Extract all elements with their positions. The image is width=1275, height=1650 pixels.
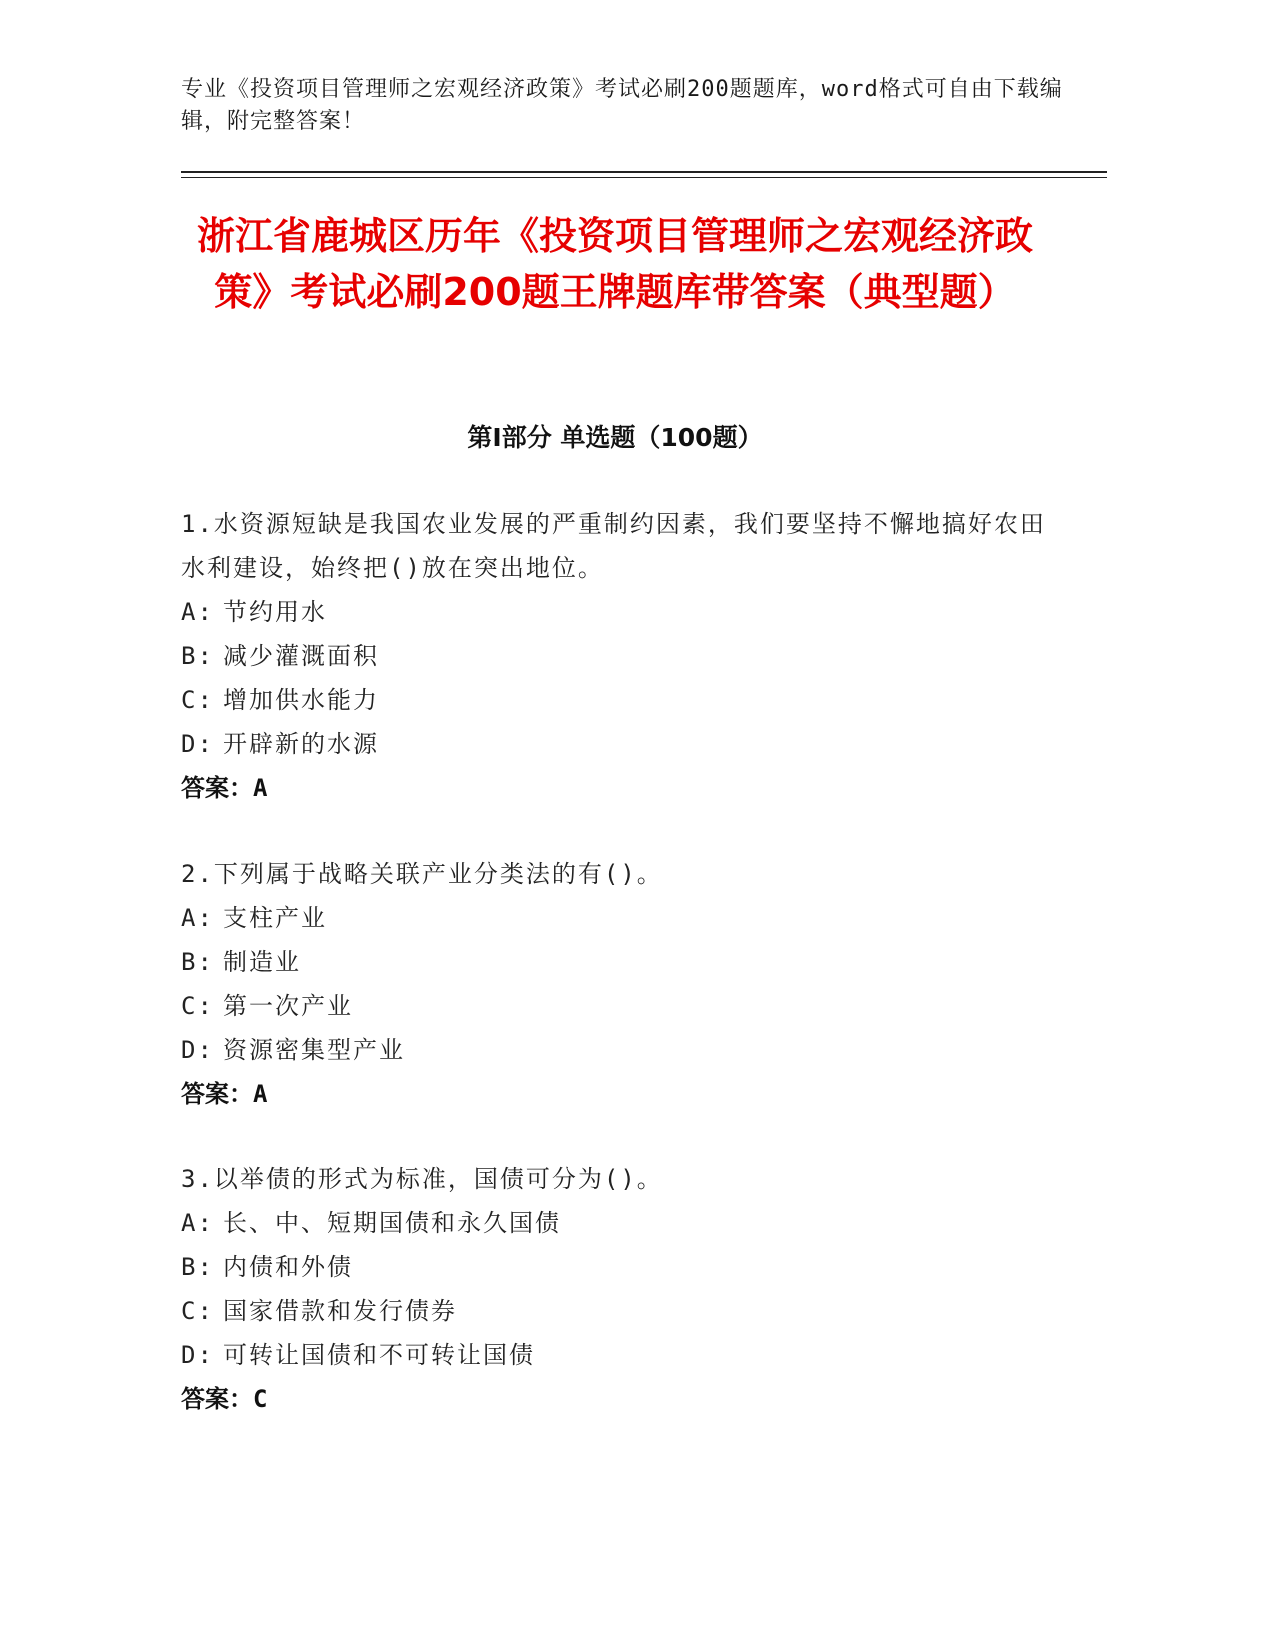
- option-key: B:: [181, 1253, 214, 1281]
- answer-label: 答案：: [181, 1080, 253, 1108]
- option-key: C:: [181, 1297, 214, 1325]
- option-text: 制造业: [223, 948, 301, 976]
- option-text: 增加供水能力: [223, 686, 379, 714]
- answer-value: A: [253, 774, 268, 802]
- answer-label: 答案：: [181, 1385, 253, 1413]
- option-text: 内债和外债: [223, 1253, 353, 1281]
- option-a: [181, 590, 1061, 634]
- option-key: B:: [181, 642, 214, 670]
- question-stem: 2.下列属于战略关联产业分类法的有()。: [181, 860, 663, 888]
- option-b: [181, 940, 1061, 984]
- question-stem: 1.水资源短缺是我国农业发展的严重制约因素，我们要坚持不懈地搞好农田水利建设，始终把()放在突出地位。: [181, 510, 1046, 582]
- option-text: 节约用水: [223, 598, 327, 626]
- document-title: 浙江省鹿城区历年《投资项目管理师之宏观经济政策》考试必刷200题王牌题库带答案（典型题）: [196, 214, 1033, 314]
- answer-line: [181, 1072, 1061, 1116]
- option-d: [181, 1028, 1061, 1072]
- option-text: 开辟新的水源: [223, 730, 379, 758]
- header-note: 专业《投资项目管理师之宏观经济政策》考试必刷200题题库，word格式可自由下载编辑，附完整答案！: [181, 77, 1063, 134]
- option-c: [181, 1289, 1061, 1333]
- answer-line: [181, 1377, 1061, 1421]
- option-text: 国家借款和发行债券: [223, 1297, 457, 1325]
- option-b: [181, 1245, 1061, 1289]
- answer-value: A: [253, 1080, 268, 1108]
- question-1: [181, 502, 1061, 810]
- option-key: C:: [181, 992, 214, 1020]
- option-key: A:: [181, 1209, 214, 1237]
- option-text: 可转让国债和不可转让国债: [223, 1341, 535, 1369]
- header-divider-thick: [181, 171, 1107, 173]
- option-key: D:: [181, 1341, 214, 1369]
- option-key: C:: [181, 686, 214, 714]
- option-c: [181, 678, 1061, 722]
- option-a: [181, 1201, 1061, 1245]
- option-d: [181, 722, 1061, 766]
- option-key: A:: [181, 598, 214, 626]
- option-text: 第一次产业: [223, 992, 353, 1020]
- option-a: [181, 896, 1061, 940]
- answer-value: C: [253, 1385, 268, 1413]
- option-key: A:: [181, 904, 214, 932]
- option-text: 资源密集型产业: [223, 1036, 405, 1064]
- question-3: [181, 1157, 1061, 1421]
- question-stem: 3.以举债的形式为标准，国债可分为()。: [181, 1165, 663, 1193]
- option-key: B:: [181, 948, 214, 976]
- answer-label: 答案：: [181, 774, 253, 802]
- option-c: [181, 984, 1061, 1028]
- answer-line: [181, 766, 1061, 810]
- option-key: D:: [181, 730, 214, 758]
- header-divider-thin: [181, 177, 1107, 178]
- option-key: D:: [181, 1036, 214, 1064]
- option-text: 长、中、短期国债和永久国债: [223, 1209, 561, 1237]
- question-2: [181, 852, 1061, 1116]
- option-text: 减少灌溉面积: [223, 642, 379, 670]
- section-heading: 第I部分 单选题（100题）: [467, 423, 763, 452]
- option-b: [181, 634, 1061, 678]
- option-d: [181, 1333, 1061, 1377]
- option-text: 支柱产业: [223, 904, 327, 932]
